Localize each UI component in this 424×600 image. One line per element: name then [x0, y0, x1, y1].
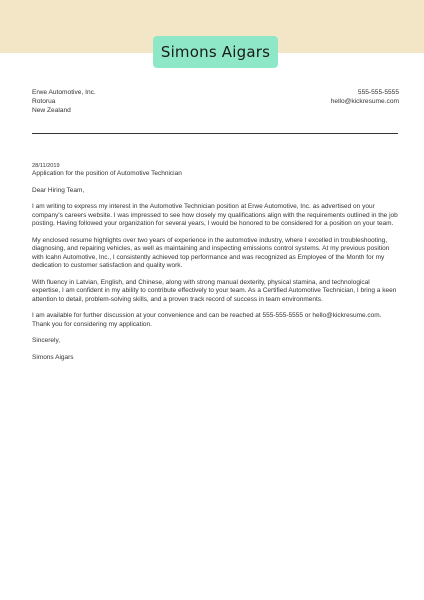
contact-block	[331, 88, 399, 106]
letter-paragraph-4: I am available for further discussion at your convenience and can be reached at 555-555-5555 or hello@kickresume.com. Thank you for considering my application.	[32, 312, 382, 328]
company-country: New Zealand	[32, 107, 71, 114]
letter-date: 28/11/2019	[32, 163, 60, 169]
letter-greeting: Dear Hiring Team,	[32, 186, 85, 194]
name-banner	[153, 36, 278, 68]
email-address: hello@kickresume.com	[330, 98, 399, 105]
company-name: Erwe Automotive, Inc.	[32, 89, 96, 96]
letter-subject: Application for the position of Automotive Technician	[32, 170, 182, 177]
letter-paragraph-3: With fluency in Latvian, English, and Chinese, along with strong manual dexterity, physical stamina, and technological expertise, I am confident in my ability to contribute effectively to your team. As a Certified Automotive Technician, I bring a keen attention to detail, problem-solving skills, and a proven track record of success in team environments.	[32, 278, 397, 303]
divider-line	[32, 133, 398, 134]
recipient-address	[32, 88, 96, 115]
letter-paragraph-2: My enclosed resume highlights over two years of experience in the automotive industry, where I excelled in troubleshooting, diagnosing, and repairing vehicles, as well as maintaining and inspecting emissions control systems. At my previous position with Icahn Automotive, Inc., I consistently achieved top performance and was recognized as Employee of the Month for my dedication to customer satisfaction and quality work.	[32, 236, 390, 269]
letter-paragraph-1: I am writing to express my interest in the Automotive Technician position at Erwe Automotive, Inc. as advertised on your company's careers website. I was impressed to see how closely my qualifications align with the requirements outlined in the job posting. Having followed your organization for several years, I would be honored to be considered for a position on your team.	[32, 203, 398, 227]
phone-number: 555-555-5555	[357, 89, 399, 96]
letter-signature: Simons Aigars	[32, 353, 74, 361]
candidate-name: Simons Aigars	[160, 43, 271, 61]
company-city: Rotorua	[32, 98, 56, 105]
letter-body	[32, 162, 398, 370]
letter-closing: Sincerely,	[32, 337, 61, 344]
